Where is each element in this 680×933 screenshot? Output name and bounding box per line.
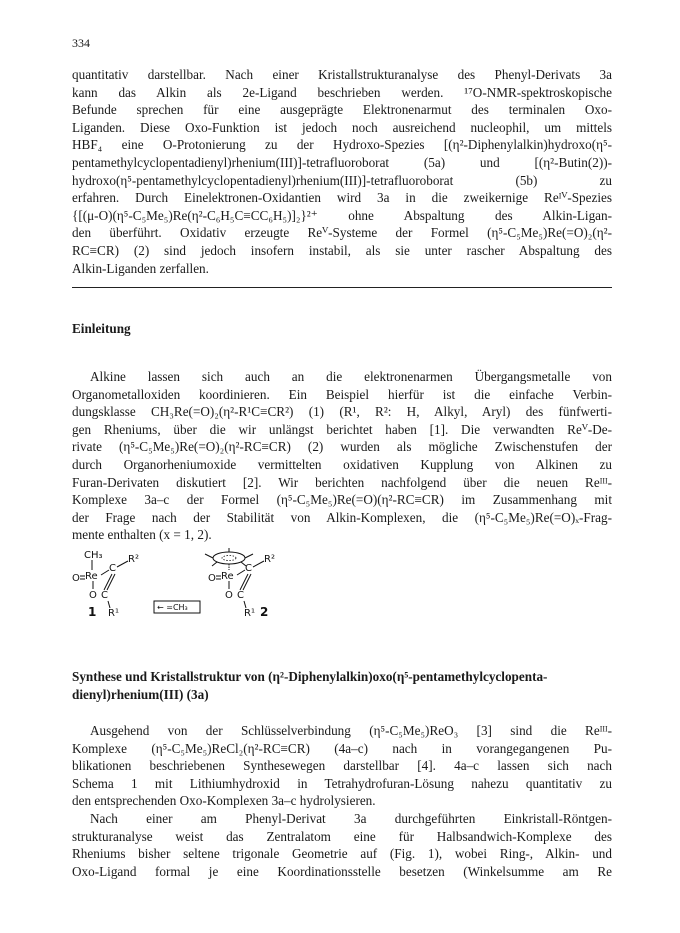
text-line: Befunde sprechen für eine ausgeprägte Elektronenarmut des terminalen Oxo-	[72, 102, 612, 118]
carbon-label: C	[109, 563, 116, 574]
synthesis-paragraph	[72, 722, 612, 880]
section-divider	[72, 287, 612, 288]
text-line: Furan-Derivaten diskutiert [2]. Wir berichten nachfolgend über die neuen Reᴵᴵᴵ-	[72, 474, 612, 490]
text-line: pentamethylcyclopentadienyl)rhenium(III)]-tetrafluoroborat (5a) und [(η²-Butin(2))-	[72, 154, 612, 170]
ring-delocalization	[222, 556, 236, 561]
text-line: rivate (η⁵-C₅Me₅)Re(=O)₂(η²-RC≡CR) (2) wurden als mögliche Zwischenstufen der	[72, 439, 612, 455]
text-line: Nach einer am Phenyl-Derivat 3a durchgeführten Einkristall-Röntgen-	[90, 810, 612, 826]
text-line: quantitativ darstellbar. Nach einer Kristallstrukturanalyse des Phenyl-Derivats 3a	[72, 67, 612, 82]
ch3-label: CH₃	[84, 550, 103, 561]
oxo-label: O	[72, 573, 80, 584]
text-line: Ausgehend von der Schlüsselverbindung (η⁵-C₅Me₅)ReO₃ [3] sind die Reᴵᴵᴵ-	[90, 723, 612, 738]
text-line: RC≡CR) (2) sind jedoch insofern instabil, als sie unter rascher Abspaltung des	[72, 242, 612, 258]
text-line: strukturanalyse weist das Zentralatom eine für Halbsandwich-Komplexe des	[72, 828, 612, 844]
text-line: HBF₄ eine O-Protonierung zu der Hydroxo-Spezies [(η²-Diphenylalkin)hydroxo(η⁵-	[72, 137, 612, 153]
bond-line	[253, 561, 264, 567]
methyl-line	[212, 562, 217, 566]
text-line: erfahren. Durch Einelektronen-Oxidantien wird 3a in die zweikernige Reᴵⱽ-Spezies	[72, 190, 612, 206]
bond-line	[237, 570, 245, 575]
bond-line	[108, 601, 110, 608]
compound-number-2: 2	[260, 605, 269, 618]
text-line: blikationen beschriebenen Synthesewegen darstellbar [4]. 4a–c lassen sich nach	[72, 758, 612, 774]
r2-label: R²	[264, 554, 275, 565]
text-line: kann das Alkin als 2e-Ligand beschrieben werden. ¹⁷O-NMR-spektroskopische	[72, 84, 612, 100]
text-line: durch Organorheniumoxide vermittelten oxidativen Kupplung von Alkinen zu	[72, 456, 612, 472]
text-line: Oxo-Ligand formal je eine Koordinationsstelle besetzen (Winkelsumme am Re	[72, 863, 612, 879]
text-line: den überführt. Oxidativ erzeugte Reⱽ-Systeme der Formel (η⁵-C₅Me₅)Re(=O)₂(η²-	[72, 225, 612, 241]
rhenium-label: Re	[85, 571, 98, 582]
carbon-label: C	[245, 563, 252, 574]
r1-label: R¹	[108, 608, 119, 618]
r2-label: R²	[128, 554, 139, 565]
text-line: Liganden. Diese Oxo-Funktion ist jedoch noch ausreichend nucleophil, um mittels	[72, 119, 612, 135]
text-line: den entsprechenden Oxo-Komplexen 3a–c hydrolysieren.	[72, 793, 376, 809]
bond-line	[117, 561, 128, 567]
oxo-label: O	[208, 573, 216, 584]
page-number: 334	[72, 36, 90, 50]
chemical-structure-scheme	[72, 548, 612, 618]
text-line: Organometalloxiden koordinieren. Ein Beispiel hierfür ist die einfache Verbin-	[72, 386, 612, 402]
text-line: dungsklasse CH₃Re(=O)₂(η²-R¹C≡CR²) (1) (R¹, R²: H, Alkyl, Aryl) des fünfwerti-	[72, 404, 612, 420]
bond-line	[244, 601, 246, 608]
oxo-label: O	[225, 590, 233, 601]
text-line: Rheniums bisher seltene trigonale Geometrie auf (Fig. 1), wobei Ring-, Alkin- und	[72, 846, 612, 862]
text-line: Alkin-Liganden zerfallen.	[72, 260, 209, 276]
abstract-paragraph	[72, 66, 612, 277]
text-line: Alkine lassen sich auch an die elektronenarmen Übergangsmetalle von	[90, 369, 612, 384]
section-heading-synthese	[72, 668, 612, 703]
text-line: Schema 1 mit Lithiumhydroxid in Tetrahydrofuran-Lösung nahezu quantitativ zu	[72, 775, 612, 791]
carbon-label: C	[101, 590, 108, 601]
heading-line: dienyl)rhenium(III) (3a)	[72, 686, 209, 702]
carbon-label: C	[237, 590, 244, 601]
cyclopentadienyl-ring	[213, 552, 245, 564]
text-line: Komplexe 3a–c der Formel (η⁵-C₅Me₅)Re(=O)(η²-RC≡CR) im Zusammenhang mit	[72, 492, 612, 508]
text-line: mente enthalten (x = 1, 2).	[72, 527, 212, 543]
text-line: der Frage nach der Stabilität von Alkin-Komplexen, die (η⁵-C₅Me₅)Re(=O)ₓ-Frag-	[72, 509, 612, 525]
bond-line	[101, 570, 109, 575]
intro-paragraph	[72, 368, 612, 544]
text-line: Komplexe (η⁵-C₅Me₅)ReCl₂(η²-RC≡CR) (4a–c) nach in vorangegangenen Pu-	[72, 740, 612, 756]
r1-label: R¹	[244, 608, 255, 618]
text-line: hydroxo(η⁵-pentamethylcyclopentadienyl)rhenium(III)]-tetrafluoroborat (5b) zu	[72, 172, 612, 188]
heading-line: Synthese und Kristallstruktur von (η²-Diphenylalkin)oxo(η⁵-pentamethylcyclopenta-	[72, 669, 548, 684]
replacement-label: ← =CH₃	[157, 603, 188, 612]
methyl-line	[245, 554, 253, 558]
oxo-label: O	[89, 590, 97, 601]
section-heading-einleitung: Einleitung	[72, 321, 131, 336]
methyl-line	[205, 554, 213, 558]
text-line: {[(μ-O)(η⁵-C₅Me₅)Re(η²-C₆H₅C≡CC₆H₅)]₂}²⁺ ohne Abspaltung des Alkin-Ligan-	[72, 207, 612, 223]
text-line: gen Rheniums, über die wir unlängst berichtet haben [1]. Die verwandten Reⱽ-De-	[72, 421, 612, 437]
compound-number-1: 1	[88, 605, 97, 618]
rhenium-label: Re	[221, 571, 234, 582]
